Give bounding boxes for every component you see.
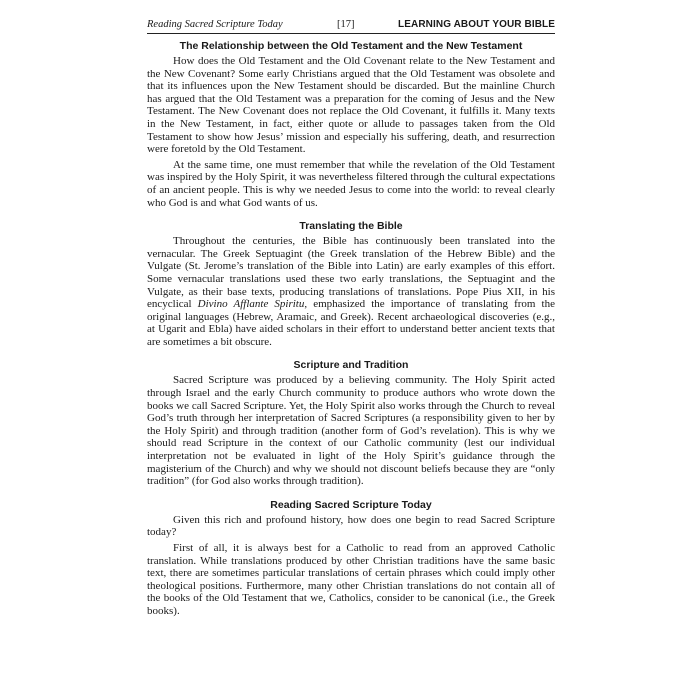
paragraph	[147, 235, 555, 348]
section-heading: The Relationship between the Old Testament and the New Testament	[179, 40, 523, 52]
paragraph-text: , emphasized the importance of translating from the original languages (Hebrew, Aramaic, and Greek). Recent archaeological discoveries (e.g., at Ugarit and Ebla) have aided scholars in their effort to understand better ancient texts that are sometimes a bit obscure.	[147, 298, 555, 348]
book-title: Reading Sacred Scripture Today	[147, 19, 283, 30]
section-heading: Translating the Bible	[299, 220, 403, 233]
paragraph: First of all, it is always best for a Catholic to read from an approved Catholic translation. While translations produced by other Christian traditions have the same basic text, there are sometimes particular translations of certain phrases which could imply other theological positions. Furthermore, many other Christian translations do not contain all of the books of the Old Testament that we, Catholics, consider to be canonical (i.e., the Greek books).	[147, 542, 555, 617]
running-header	[147, 18, 555, 34]
paragraph-text: Throughout the centuries, the Bible has continuously been translated into the vernacular. The Greek Septuagint (the Greek translation of the Hebrew Bible) and the Vulgate (St. Jerome’s translation of the Bible into Latin) are early examples of this effort. Some vernacular translations used these two early translations, the Septuagint and the Vulgate, as their base texts, producing translations of translations. Pope Pius XII, in his encyclical	[147, 235, 555, 311]
section-heading: Scripture and Tradition	[293, 359, 409, 372]
book-page	[147, 18, 555, 621]
paragraph: Sacred Scripture was produced by a believing community. The Holy Spirit acted through Israel and the early Church community to produce authors who wrote down the books we call Sacred Scripture. Yet, the Holy Spirit also works through the Church to reveal God’s truth through her interpretation of Sacred Scriptures (a responsibility given to her by the Holy Spirit) and through tradition (another form of God’s revelation). This is why we should read Scripture in the context of our Catholic community (lest our individual interpretation not be evaluated in light of the Holy Spirit’s guidance through the magisterium of the Church) and why we should not discount beliefs because they are “only tradition” (for God also works through tradition).	[147, 374, 555, 488]
paragraph: How does the Old Testament and the Old Covenant relate to the New Testament and the New Covenant? Some early Christians argued that the Old Testament was obsolete and that its influences upon the New Testament should be discarded. But the mainline Church has argued that the Old Testament was a preparation for the coming of Jesus and the New Testament. The New Covenant does not replace the Old Covenant, it fulfills it. Many texts in the New Testament, in fact, either quote or allude to passages taken from the Old Testament to show how Jesus’ mission and especially his suffering, death, and resurrection were foretold by the Old Testament.	[147, 55, 555, 156]
page-number: [17]	[337, 19, 355, 30]
paragraph: Given this rich and profound history, how does one begin to read Sacred Scripture today?	[147, 513, 555, 539]
section-heading: Reading Sacred Scripture Today	[270, 498, 432, 511]
encyclical-title: Divino Afflante Spiritu	[197, 298, 305, 311]
section-title: LEARNING ABOUT YOUR BIBLE	[398, 19, 555, 30]
paragraph: At the same time, one must remember that while the revelation of the Old Testament was inspired by the Holy Spirit, it was nevertheless filtered through the cultural expectations of an ancient people. This is why we needed Jesus to come into the world: to reveal clearly who God is and what God wants of us.	[147, 158, 555, 209]
